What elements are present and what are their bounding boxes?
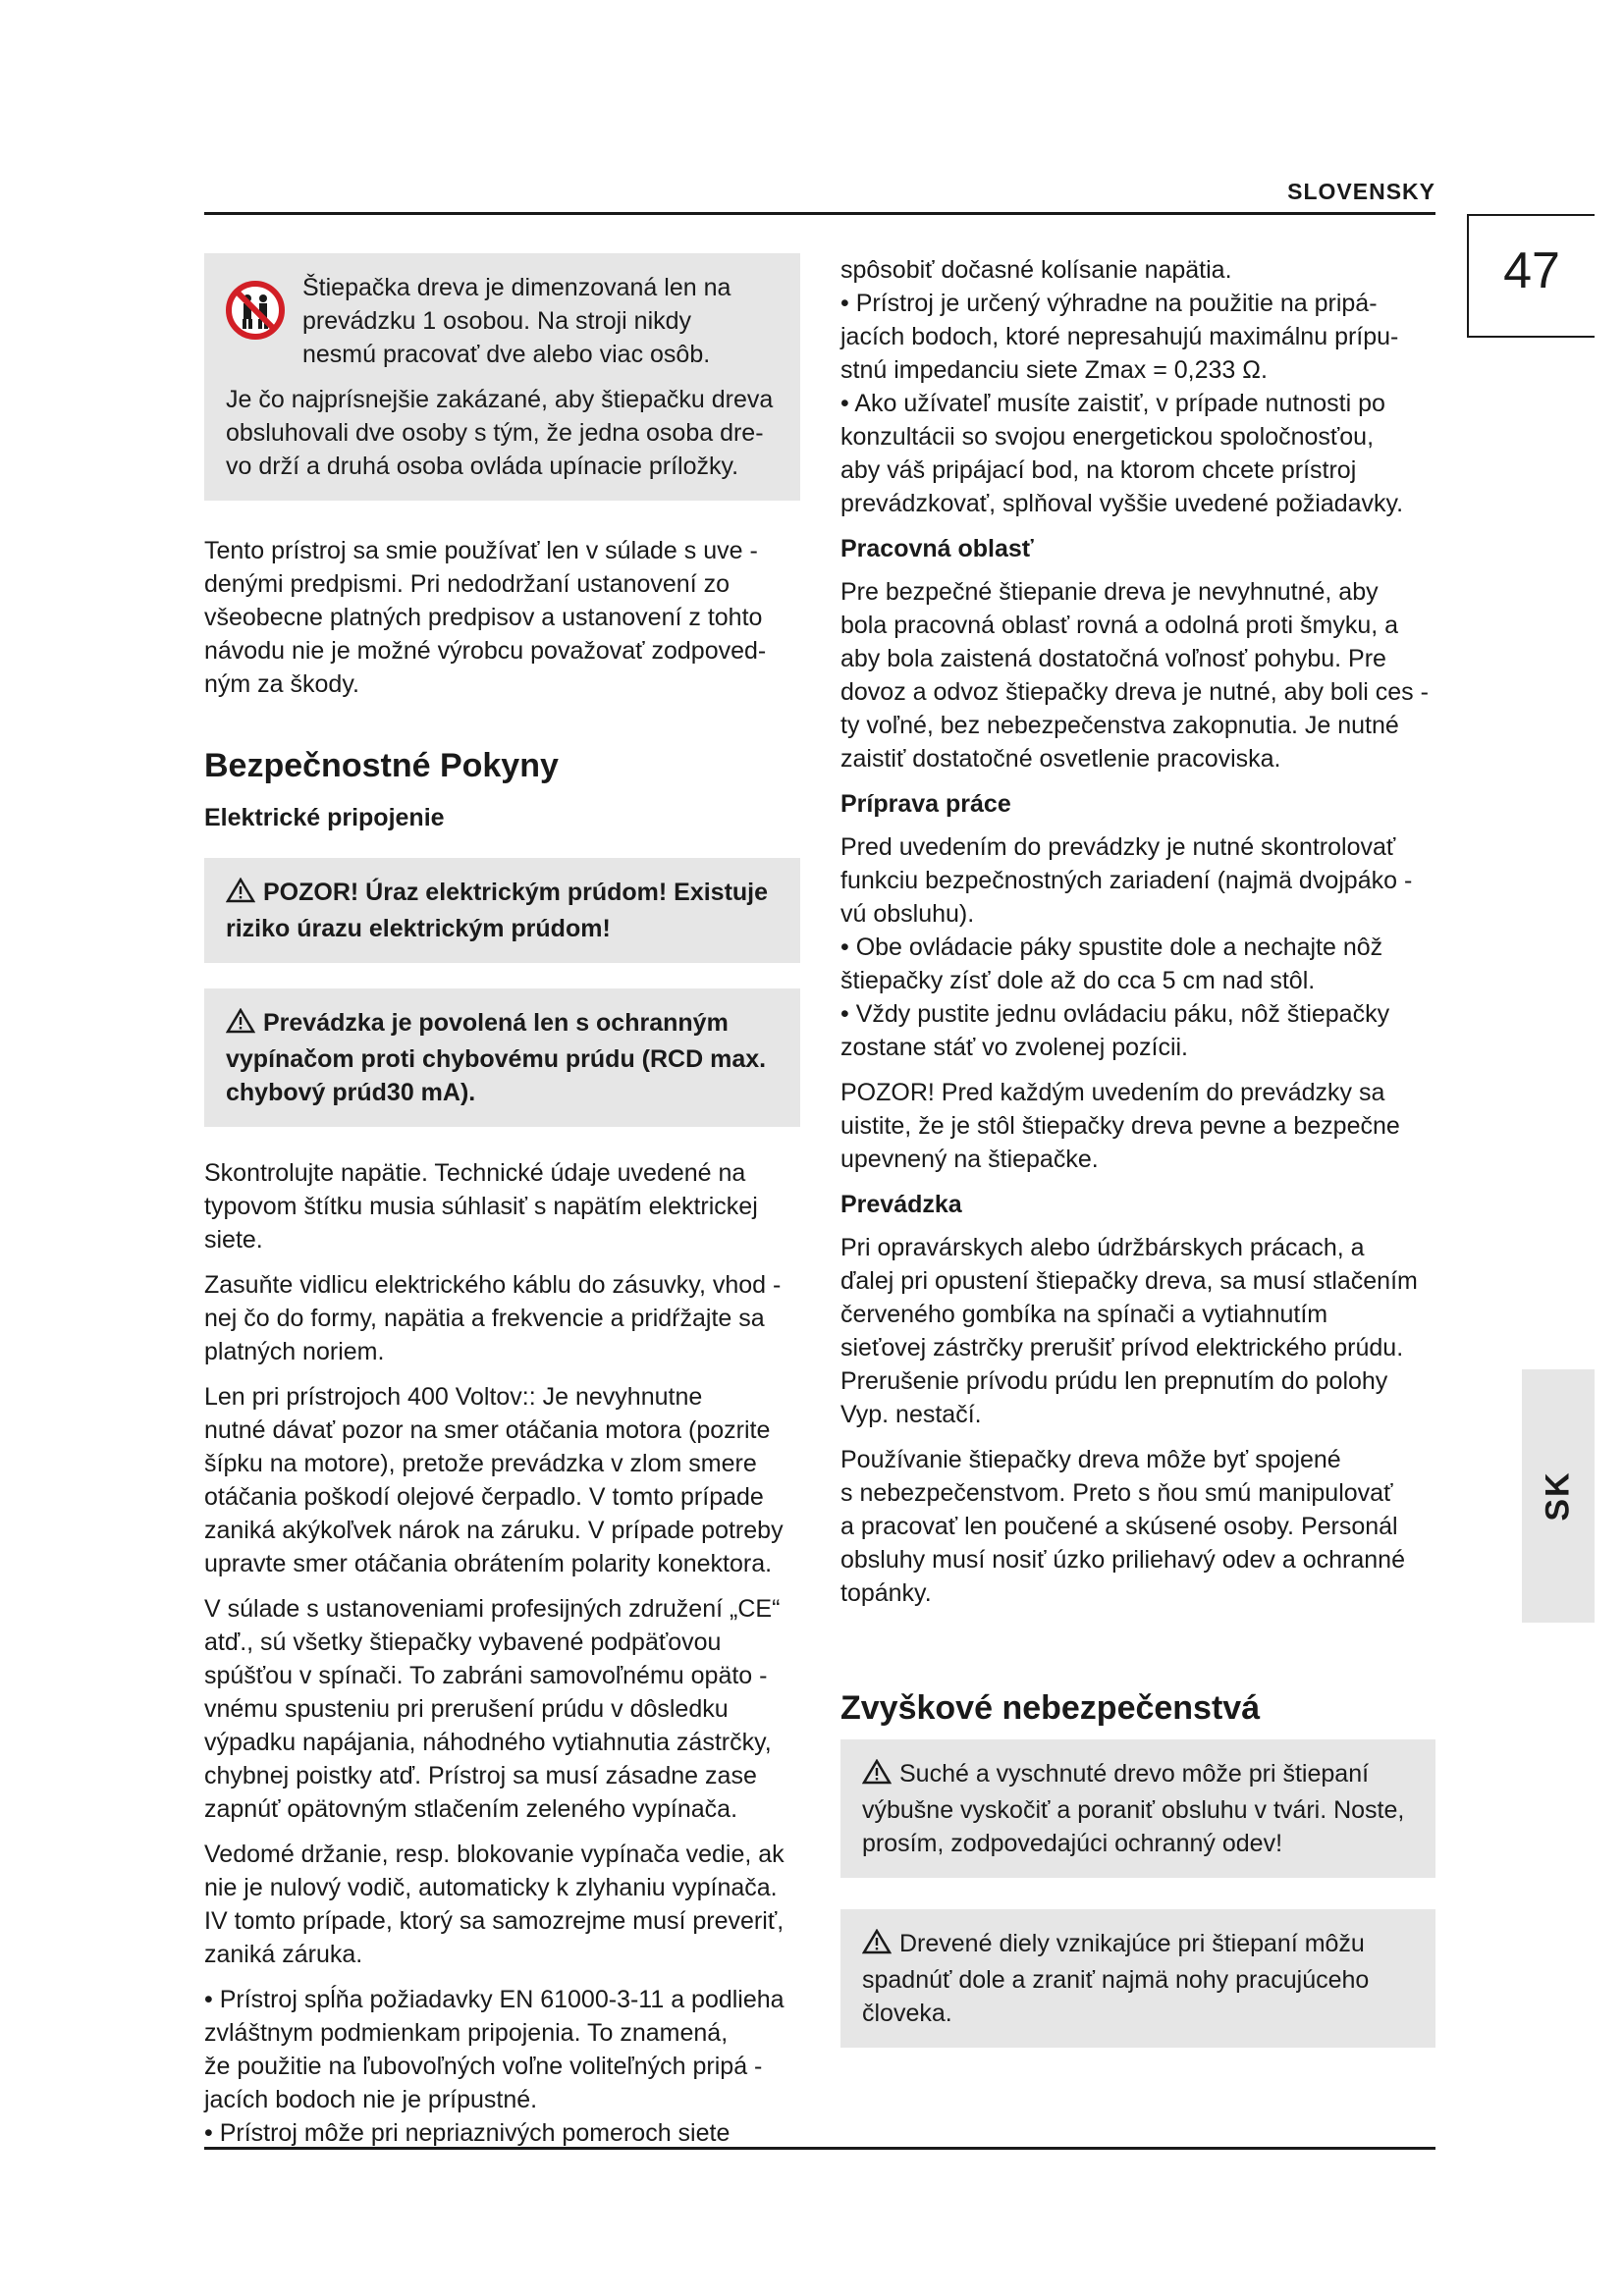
subheading-electrical: Elektrické pripojenie <box>204 804 445 831</box>
text-line: návodu nie je možné výrobcu považovať zodpoved- <box>204 637 767 665</box>
text-line: bola pracovná oblasť rovná a odolná proti šmyku, a <box>840 612 1399 639</box>
text-line: konzultácii so svojou energetickou spoločnosťou, <box>840 423 1375 451</box>
text-line: zostane stáť vo zvolenej pozícii. <box>840 1034 1189 1061</box>
text-line: • Obe ovládacie páky spustite dole a nechajte nôž <box>840 934 1383 961</box>
residual-risk-box-parts <box>840 1909 1435 2048</box>
text-line: Vedomé držanie, resp. blokovanie vypínača vedie, ak <box>204 1841 785 1868</box>
risk-line: výbušne vyskočiť a poraniť obsluhu v tvári. Noste, <box>862 1796 1405 1824</box>
warning-triangle-icon <box>862 1759 892 1793</box>
risk-line: prosím, zodpovedajúci ochranný odev! <box>862 1830 1283 1857</box>
text-line: zaniká záruka. <box>204 1941 363 1968</box>
text-line: Vyp. nestačí. <box>840 1401 982 1428</box>
text-line: zapnúť opätovným stlačením zeleného vypínača. <box>204 1795 738 1823</box>
text-line: šípku na motore), pretože prevádzka v zlom smere <box>204 1450 757 1477</box>
text-line: spôsobiť dočasné kolísanie napätia. <box>840 256 1232 284</box>
right-column <box>840 253 1435 2048</box>
text-line: obsluhovali dve osoby s tým, že jedna osoba dre- <box>226 419 764 447</box>
text-line: s nebezpečenstvom. Preto s ňou smú manipulovať <box>840 1479 1393 1507</box>
text-line: Prerušenie prívodu prúdu len prepnutím do polohy <box>840 1367 1388 1395</box>
text-line: zaistiť dostatočné osvetlenie pracoviska. <box>840 745 1281 773</box>
risk-line: Drevené diely vznikajúce pri štiepaní môžu <box>899 1930 1365 1957</box>
text-line: zaniká akýkoľvek nárok na záruku. V prípade potreby <box>204 1517 784 1544</box>
text-line: aby váš pripájací bod, na ktorom chcete prístroj <box>840 456 1357 484</box>
text-line: vú obsluhu). <box>840 900 975 928</box>
subheading-operation: Prevádzka <box>840 1191 962 1218</box>
paragraph-usage-danger <box>840 1443 1435 1610</box>
text-line: V súlade s ustanoveniami profesijných združení „CE“ <box>204 1595 781 1623</box>
text-line: • Prístroj môže pri nepriaznivých pomeroch siete <box>204 2119 731 2147</box>
text-line: Pred uvedením do prevádzky je nutné skontrolovať <box>840 833 1396 861</box>
section-heading-safety: Bezpečnostné Pokyny <box>204 747 559 784</box>
language-side-tab <box>1522 1369 1595 1623</box>
text-line: červeného gombíka na spínači a vytiahnutím <box>840 1301 1328 1328</box>
text-line: jacích bodoch nie je prípustné. <box>204 2086 538 2113</box>
text-line: prevádzkovať, splňoval vyššie uvedené požiadavky. <box>840 490 1404 517</box>
warning-triangle-icon <box>862 1929 892 1963</box>
risk-line: Suché a vyschnuté drevo môže pri štiepaní <box>899 1760 1370 1788</box>
text-line: ďalej pri opustení štiepačky dreva, sa musí stlačením <box>840 1267 1418 1295</box>
prohibition-text <box>302 271 731 371</box>
paragraph-en61000 <box>204 1983 800 2150</box>
text-line: nutné dávať pozor na smer otáčania motora (pozrite <box>204 1416 771 1444</box>
subheading-work-area: Pracovná oblasť <box>840 535 1034 562</box>
left-column <box>204 253 800 2162</box>
paragraph-preparation <box>840 830 1435 1064</box>
text-line: Pre bezpečné štiepanie dreva je nevyhnutné, aby <box>840 578 1379 606</box>
text-line: Tento prístroj sa smie používať len v súlade s uve - <box>204 537 758 564</box>
text-line: ty voľné, bez nebezpečenstva zakopnutia. Je nutné <box>840 712 1399 739</box>
language-side-tab-label: SK <box>1539 1470 1577 1522</box>
text-line: • Prístroj spĺňa požiadavky EN 61000-3-11 a podlieha <box>204 1986 785 2013</box>
text-line: Je čo najprísnejšie zakázané, aby štiepačku dreva <box>226 386 774 413</box>
page-number: 47 <box>1503 242 1560 299</box>
warning-triangle-icon <box>226 1008 255 1042</box>
text-line: Pri opravárskych alebo údržbárskych prácach, a <box>840 1234 1365 1261</box>
text-line: funkciu bezpečnostných zariadení (najmä dvojpáko - <box>840 867 1413 894</box>
text-line: nie je nulový vodič, automaticky k zlyhaniu vypínača. <box>204 1874 778 1901</box>
text-line: Len pri prístrojoch 400 Voltov:: Je nevyhnutne <box>204 1383 703 1411</box>
text-line: typovom štítku musia súhlasiť s napätím elektrickej <box>204 1193 758 1220</box>
paragraph-maintenance <box>840 1231 1435 1431</box>
subheading-preparation: Príprava práce <box>840 790 1011 818</box>
text-line: platných noriem. <box>204 1338 385 1365</box>
paragraph-attention-table <box>840 1076 1435 1176</box>
text-line: a pracovať len poučené a skúsené osoby. Personál <box>840 1513 1398 1540</box>
residual-risk-box-wood <box>840 1739 1435 1878</box>
paragraph-impedance <box>840 253 1435 520</box>
text-line: spúšťou v spínači. To zabráni samovoľnému opäto - <box>204 1662 768 1689</box>
text-line: sieťovej zástrčky prerušiť prívod elektrického prúdu. <box>840 1334 1404 1362</box>
text-line: štiepačky zísť dole až do cca 5 cm nad stôl. <box>840 967 1316 994</box>
text-line: Skontrolujte napätie. Technické údaje uvedené na <box>204 1159 746 1187</box>
text-line: POZOR! Pred každým uvedením do prevádzky sa <box>840 1079 1385 1106</box>
page-number-box <box>1467 214 1595 338</box>
text-line: že použitie na ľubovoľných voľne voliteľných pripá - <box>204 2053 763 2080</box>
warning-line: riziko úrazu elektrickým prúdom! <box>226 915 611 942</box>
text-line: vo drží a druhá osoba ovláda upínacie príložky. <box>226 453 739 480</box>
paragraph-work-area <box>840 575 1435 775</box>
text-line: stnú impedanciu siete Zmax = 0,233 Ω. <box>840 356 1268 384</box>
prohibition-line: nesmú pracovať dve alebo viac osôb. <box>302 341 711 368</box>
text-line: jacích bodoch, ktoré nepresahujú maximálnu prípu- <box>840 323 1399 350</box>
warning-box-rcd <box>204 988 800 1127</box>
text-line: upevnený na štiepačke. <box>840 1146 1099 1173</box>
prohibition-paragraph <box>226 383 779 483</box>
text-line: upravte smer otáčania obrátením polarity konektora. <box>204 1550 773 1577</box>
paragraph-voltage <box>204 1156 800 1256</box>
text-line: atď., sú všetky štiepačky vybavené podpäťovou <box>204 1629 722 1656</box>
text-line: vnému spusteniu pri prerušení prúdu v dôsledku <box>204 1695 729 1723</box>
text-line: uistite, že je stôl štiepačky dreva pevne a bezpečne <box>840 1112 1400 1140</box>
text-line: obsluhy musí nosiť úzko priliehavý odev a ochranné <box>840 1546 1405 1574</box>
warning-line: POZOR! Úraz elektrickým prúdom! Existuje <box>263 879 769 906</box>
text-line: chybnej poistky atď. Prístroj sa musí zásadne zase <box>204 1762 757 1789</box>
text-line: Zasuňte vidlicu elektrického káblu do zásuvky, vhod - <box>204 1271 782 1299</box>
text-line: otáčania poškodí olejové čerpadlo. V tomto prípade <box>204 1483 764 1511</box>
warning-box-shock <box>204 858 800 963</box>
text-line: aby bola zaistená dostatočná voľnosť pohybu. Pre <box>840 645 1386 672</box>
paragraph-undervoltage <box>204 1592 800 1826</box>
intro-paragraph <box>204 534 800 701</box>
warning-triangle-icon <box>226 878 255 912</box>
text-line: nej čo do formy, napätia a frekvencie a pridŕžajte sa <box>204 1305 765 1332</box>
text-line: Používanie štiepačky dreva môže byť spojené <box>840 1446 1341 1473</box>
warning-line: chybový prúd30 mA). <box>226 1079 476 1106</box>
risk-line: človeka. <box>862 2000 952 2027</box>
risk-line: spadnúť dole a zraniť najmä nohy pracujúceho <box>862 1966 1370 1994</box>
warning-line: vypínačom proti chybovému prúdu (RCD max. <box>226 1045 767 1073</box>
text-line: výpadku napájania, náhodného vytiahnutia zástrčky, <box>204 1729 772 1756</box>
text-line: všeobecne platných predpisov a ustanovení z tohto <box>204 604 763 631</box>
bottom-rule <box>204 2147 1435 2150</box>
text-line: topánky. <box>840 1579 932 1607</box>
paragraph-plug <box>204 1268 800 1368</box>
text-line: • Ako užívateľ musíte zaistiť, v prípade nutnosti po <box>840 390 1385 417</box>
text-line: • Vždy pustite jednu ovládaciu páku, nôž štiepačky <box>840 1000 1390 1028</box>
text-line: zvláštnym podmienkam pripojenia. To znamená, <box>204 2019 729 2047</box>
section-heading-residual-risks: Zvyškové nebezpečenstvá <box>840 1689 1261 1727</box>
text-line: dovoz a odvoz štiepačky dreva je nutné, aby boli ces - <box>840 678 1429 706</box>
paragraph-switch-blocking <box>204 1838 800 1971</box>
text-line: siete. <box>204 1226 263 1254</box>
top-rule <box>204 212 1435 215</box>
no-two-persons-icon <box>226 281 285 348</box>
warning-line: Prevádzka je povolená len s ochranným <box>263 1009 729 1037</box>
prohibition-box <box>204 253 800 501</box>
text-line: ným za škody. <box>204 670 359 698</box>
paragraph-400v <box>204 1380 800 1580</box>
text-line: IV tomto prípade, ktorý sa samozrejme musí preveriť, <box>204 1907 785 1935</box>
language-label: SLOVENSKY <box>1287 179 1435 204</box>
prohibition-line: prevádzku 1 osobou. Na stroji nikdy <box>302 307 692 335</box>
text-line: • Prístroj je určený výhradne na použitie na pripá- <box>840 290 1378 317</box>
text-line: denými predpismi. Pri nedodržaní ustanovení zo <box>204 570 731 598</box>
prohibition-line: Štiepačka dreva je dimenzovaná len na <box>302 274 731 301</box>
